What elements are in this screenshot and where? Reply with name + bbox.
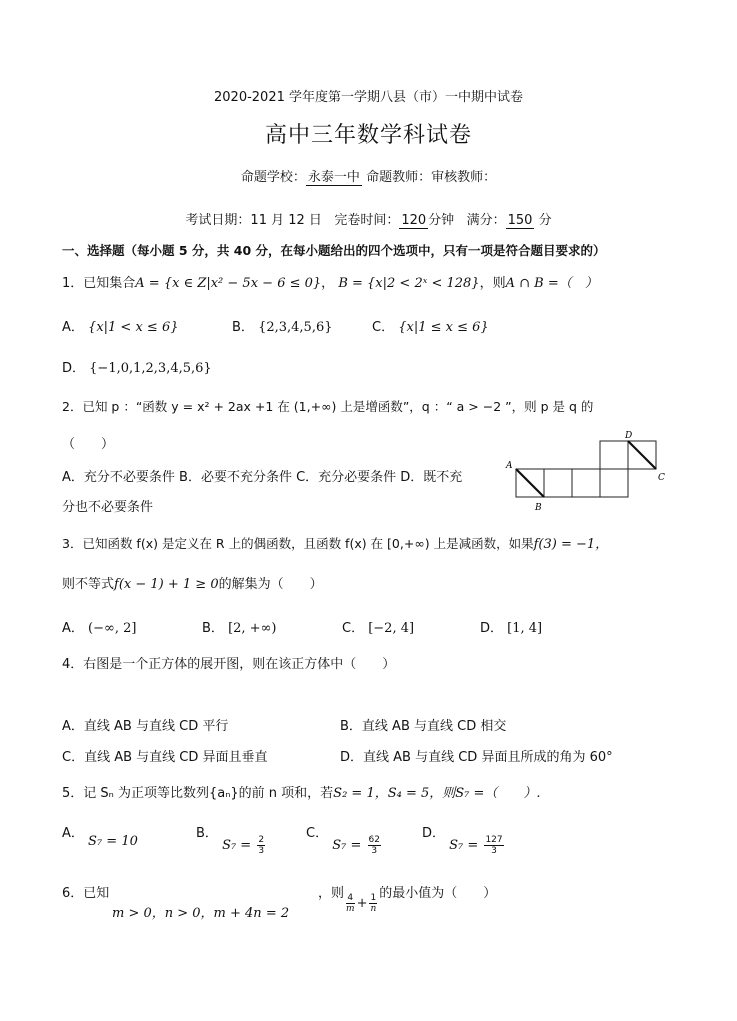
q4-option-c [62,746,268,765]
exam-info-line [0,209,737,229]
q1-then: ，则 [479,276,506,291]
option-fraction [257,835,265,856]
q3-option-c [342,617,414,636]
cube-net-figure [502,428,672,514]
option-label: A． [62,320,84,335]
option-label: B． [232,320,254,335]
net-square [544,469,572,497]
q5-option-b [196,822,267,856]
net-square [572,469,600,497]
section-title: 一、选择题（每小题 5 分，共 40 分，在每小题给出的四个选项中，只有一项是符合题目要求的） [62,243,606,258]
time-unit: 分钟 [428,213,455,228]
q6-expression [344,893,379,914]
option-lhs: S₇ = [332,838,362,853]
q2-options-line2: 分也不必要条件 [62,500,154,515]
q6-frac2 [369,893,377,914]
q6-then: ，则 [318,886,345,901]
label-b: B [535,503,542,513]
option-text: {2,3,4,5,6} [258,320,333,335]
option-lhs: S₇ = [222,838,252,853]
frac-den: m [346,904,355,914]
label-d: D [625,431,633,441]
q4-option-a [62,715,228,734]
author-line [0,166,737,186]
author-rest: 命题教师：审核教师： [366,170,497,185]
q3-cond: f(3) = −1， [533,537,609,552]
q1-option-d [62,357,212,376]
q5-cond: S₂ = 1，S₄ = 5，则 [333,786,456,801]
option-text: S₇ = 10 [88,834,138,849]
frac-den: 3 [258,846,265,856]
option-label: C． [342,621,365,636]
option-text: 直线 AB 与直线 CD 异面且所成的角为 60° [363,750,613,765]
author-school: 永泰一中 [306,166,362,186]
option-text: [−2, 4] [368,621,415,636]
option-label: D． [62,361,86,376]
q1-intro: 1．已知集合 [62,276,136,291]
q3-option-d [480,617,542,636]
frac-den: 3 [491,846,497,856]
option-text: {−1,0,1,2,3,4,5,6} [89,361,212,376]
q4-option-d [340,746,613,765]
option-math [332,835,383,856]
q1-option-b [232,316,333,335]
option-text: 直线 AB 与直线 CD 异面且垂直 [84,750,268,765]
frac-num: 2 [258,835,265,845]
q4-stem: 4．右图是一个正方体的展开图，则在该正方体中（ ） [62,657,396,672]
q6-intro: 6．已知 [62,886,110,901]
frac-num: 4 [347,893,354,903]
q6-stem-rest [318,882,497,914]
option-text: [2, +∞) [228,621,277,636]
option-text: 直线 AB 与直线 CD 相交 [361,719,507,734]
q6-frac1 [346,893,355,914]
q6-plus: + [356,896,368,911]
q5-option-c [306,822,383,856]
q5-stem [62,782,541,801]
label-a: A [506,461,513,471]
option-label: B． [340,719,362,734]
time-value: 120 [401,213,427,228]
score-unit: 分 [538,213,552,228]
score-value: 150 [507,213,533,228]
q1-set-a: A = {x ∈ Z|x² − 5x − 6 ≤ 0} [135,276,322,291]
option-label: D． [480,621,504,636]
option-text: {x|1 < x ≤ 6} [88,320,179,335]
segment-ab [516,469,544,497]
q3-line2 [62,573,323,592]
segment-cd [628,441,656,469]
label-c: C [658,473,665,483]
option-label: C． [372,320,395,335]
q3-stem2: 则不等式 [62,577,115,592]
exam-date: 考试日期：11 月 12 日 [185,213,322,228]
q2-paren: （ ） [62,437,115,452]
option-label: D． [340,750,364,765]
q1-option-c [372,316,489,335]
option-label: A． [62,826,84,841]
time-label: 完卷时间： [334,213,400,228]
q5-option-a [62,822,138,849]
q2-stem: 2．已知 p ：“函数 y = x² + 2ax +1 在 (1,+∞) 上是增函数”，q ：“ a > −2 ”，则 p 是 q 的 [62,399,594,414]
main-title: 高中三年数学科试卷 [264,123,472,148]
option-label: B． [202,621,224,636]
score-label: 满分： [466,213,506,228]
frac-num: 127 [485,835,503,845]
q3-option-b [202,617,276,636]
q5-intro: 5．记 Sₙ 为正项等比数列{aₙ}的前 n 项和，若 [62,786,334,801]
option-text: [1, 4] [507,621,543,636]
frac-den: n [370,904,377,914]
q6-ask: 的最小值为（ ） [379,886,497,901]
frac-num: 1 [370,893,377,903]
q1-comma: ， [321,276,335,291]
frac-num: 62 [368,835,380,845]
net-square [600,441,628,469]
frac-den: 3 [371,846,378,856]
q3-stem3: 的解集为（ ） [218,577,323,592]
option-label: A． [62,621,84,636]
option-label: C． [62,750,85,765]
option-label: D． [422,826,446,841]
q3-line1 [62,533,608,552]
q1-option-a [62,316,179,335]
exam-title: 2020-2021 学年度第一学期八县（市）一中期中试卷 [214,90,523,105]
option-lhs: S₇ = [449,838,479,853]
option-label: B． [196,826,218,841]
q1-set-b: B = {x|2 < 2ˣ < 128} [338,276,480,291]
option-label: C． [306,826,329,841]
net-square [600,469,628,497]
q5-ask: S₇ =（ ）. [455,786,541,801]
q2-options-line1: A．充分不必要条件 B．必要不充分条件 C．充分必要条件 D．既不充 [62,470,463,485]
option-text: {x|1 ≤ x ≤ 6} [398,320,489,335]
q1-stem [62,272,598,291]
q3-stem: 3．已知函数 f(x) 是定义在 R 上的偶函数，且函数 f(x) 在 [0,+∞) 上是减函数，如果 [62,536,534,551]
option-fraction [484,835,503,856]
option-fraction [368,835,381,856]
option-math [449,835,505,856]
q4-option-b [340,715,506,734]
q5-option-d [422,822,506,856]
option-text: 直线 AB 与直线 CD 平行 [83,719,229,734]
q6-condition: m > 0，n > 0，m + 4n = 2 [112,906,290,921]
option-label: A． [62,719,84,734]
q1-ask: A ∩ B =（ ） [505,276,598,291]
option-math [222,835,267,856]
q3-ineq: f(x − 1) + 1 ≥ 0 [114,577,219,592]
option-text: (−∞, 2] [88,621,137,636]
q3-option-a [62,617,136,636]
author-label: 命题学校： [240,170,306,185]
